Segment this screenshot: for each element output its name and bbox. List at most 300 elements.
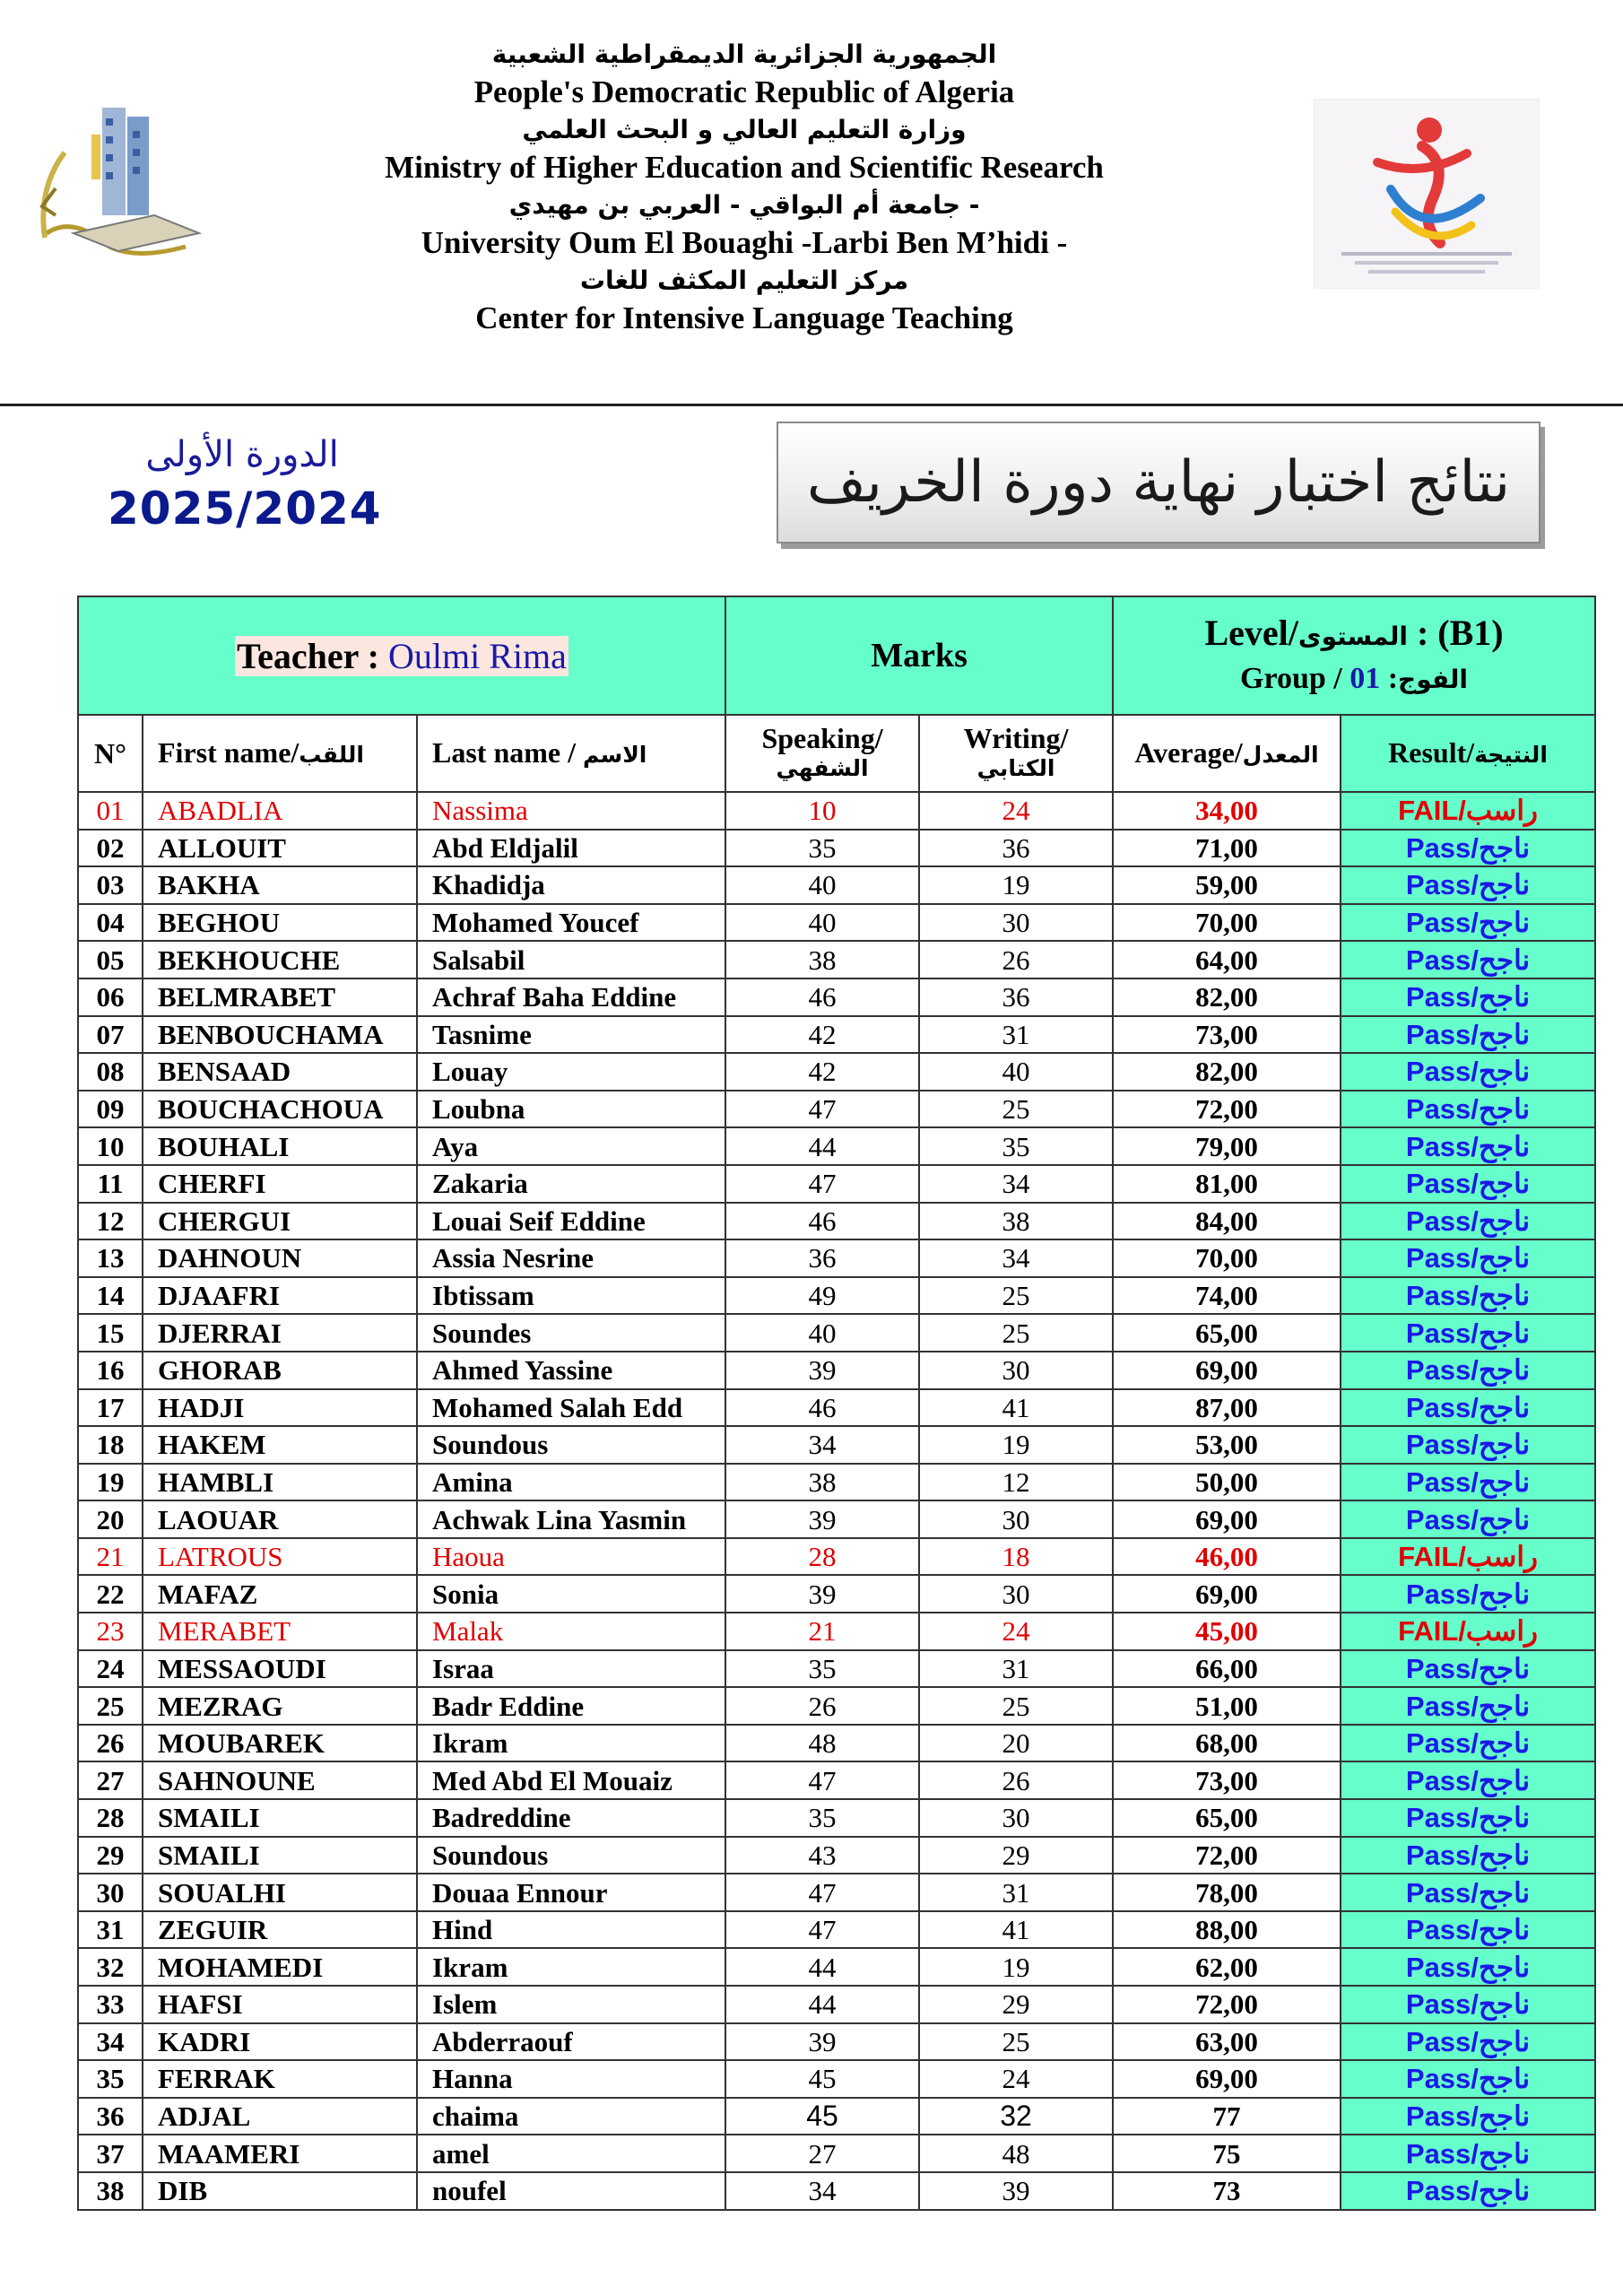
table-row bbox=[78, 941, 1595, 978]
row-number: 13 bbox=[78, 1239, 143, 1277]
level-value: : (B1) bbox=[1407, 612, 1504, 653]
speaking-mark: 39 bbox=[725, 1575, 919, 1613]
last-name: Hanna bbox=[417, 2060, 725, 2098]
first-name: MOHAMEDI bbox=[143, 1948, 417, 1986]
writing-mark: 38 bbox=[919, 1203, 1113, 1240]
row-number: 37 bbox=[78, 2135, 143, 2172]
table-row bbox=[78, 978, 1595, 1016]
last-name: Israa bbox=[417, 1650, 725, 1688]
col-average: Average/المعدل bbox=[1113, 715, 1341, 792]
speaking-mark: 44 bbox=[725, 1986, 919, 2023]
speaking-mark: 40 bbox=[725, 904, 919, 942]
last-name: Douaa Ennour bbox=[417, 1874, 725, 1911]
speaking-mark: 42 bbox=[725, 1016, 919, 1054]
university-logo bbox=[20, 81, 208, 278]
first-name: MAFAZ bbox=[143, 1575, 417, 1613]
last-name: Med Abd El Mouaiz bbox=[417, 1761, 725, 1799]
last-name: Loubna bbox=[417, 1091, 725, 1128]
result-status: Pass/ناجح bbox=[1341, 978, 1595, 1016]
last-name: Abderraouf bbox=[417, 2023, 725, 2061]
speaking-mark: 34 bbox=[725, 2172, 919, 2210]
speaking-mark: 46 bbox=[725, 1389, 919, 1427]
writing-mark: 39 bbox=[919, 2172, 1113, 2210]
writing-mark: 41 bbox=[919, 1911, 1113, 1949]
writing-mark: 30 bbox=[919, 1500, 1113, 1538]
first-name: DIB bbox=[143, 2172, 417, 2210]
average-mark: 59,00 bbox=[1113, 866, 1341, 904]
writing-mark: 31 bbox=[919, 1016, 1113, 1054]
last-name: Amina bbox=[417, 1464, 725, 1501]
first-name: BENBOUCHAMA bbox=[143, 1016, 417, 1054]
republic-ar: الجمهورية الجزائرية الديمقراطية الشعبية bbox=[491, 39, 997, 69]
average-mark: 45,00 bbox=[1113, 1613, 1341, 1650]
average-mark: 50,00 bbox=[1113, 1464, 1341, 1501]
first-name: DJAAFRI bbox=[143, 1277, 417, 1315]
row-number: 08 bbox=[78, 1053, 143, 1091]
average-mark: 70,00 bbox=[1113, 904, 1341, 942]
last-name: Malak bbox=[417, 1613, 725, 1650]
writing-mark: 19 bbox=[919, 1426, 1113, 1464]
row-number: 14 bbox=[78, 1277, 143, 1315]
speaking-mark: 40 bbox=[725, 866, 919, 904]
speaking-mark: 46 bbox=[725, 1203, 919, 1240]
writing-mark: 34 bbox=[919, 1239, 1113, 1277]
row-number: 33 bbox=[78, 1986, 143, 2023]
row-number: 23 bbox=[78, 1613, 143, 1650]
last-name: Nassima bbox=[417, 792, 725, 830]
ministry-ar: وزارة التعليم العالي و البحث العلمي bbox=[522, 115, 967, 144]
result-status: Pass/ناجح bbox=[1341, 1016, 1595, 1054]
average-mark: 34,00 bbox=[1113, 792, 1341, 830]
level-label-ar: المستوى bbox=[1298, 621, 1408, 651]
first-name: BOUCHACHOUA bbox=[143, 1091, 417, 1128]
last-name: Achwak Lina Yasmin bbox=[417, 1500, 725, 1538]
first-name: MAAMERI bbox=[143, 2135, 417, 2172]
first-name: ALLOUIT bbox=[143, 830, 417, 867]
result-status: Pass/ناجح bbox=[1341, 1053, 1595, 1091]
average-mark: 72,00 bbox=[1113, 1986, 1341, 2023]
table-row bbox=[78, 1389, 1595, 1427]
last-name: Mohamed Youcef bbox=[417, 904, 725, 942]
result-status: Pass/ناجح bbox=[1341, 830, 1595, 867]
col-number: N° bbox=[78, 715, 143, 792]
table-row bbox=[78, 1426, 1595, 1464]
first-name: GHORAB bbox=[143, 1352, 417, 1389]
group-label-en: Group / bbox=[1240, 661, 1350, 695]
writing-mark: 24 bbox=[919, 1613, 1113, 1650]
writing-mark: 31 bbox=[919, 1650, 1113, 1688]
speaking-mark: 28 bbox=[725, 1538, 919, 1576]
row-number: 34 bbox=[78, 2023, 143, 2061]
first-name: SMAILI bbox=[143, 1837, 417, 1874]
first-name: DAHNOUN bbox=[143, 1239, 417, 1277]
writing-mark: 36 bbox=[919, 830, 1113, 867]
writing-mark: 35 bbox=[919, 1127, 1113, 1165]
university-ar: جامعة أم البواقي - العربي بن مهيدي - bbox=[508, 190, 980, 220]
row-number: 17 bbox=[78, 1389, 143, 1427]
first-name: LAOUAR bbox=[143, 1500, 417, 1538]
speaking-mark: 10 bbox=[725, 792, 919, 830]
speaking-mark: 45 bbox=[725, 2098, 919, 2135]
result-status: Pass/ناجح bbox=[1341, 1239, 1595, 1277]
writing-mark: 12 bbox=[919, 1464, 1113, 1501]
average-mark: 82,00 bbox=[1113, 978, 1341, 1016]
first-name: BELMRABET bbox=[143, 978, 417, 1016]
speaking-mark: 38 bbox=[725, 941, 919, 978]
speaking-mark: 39 bbox=[725, 1500, 919, 1538]
speaking-mark: 21 bbox=[725, 1613, 919, 1650]
speaking-mark: 38 bbox=[725, 1464, 919, 1501]
writing-mark: 24 bbox=[919, 2060, 1113, 2098]
row-number: 01 bbox=[78, 792, 143, 830]
first-name: BEKHOUCHE bbox=[143, 941, 417, 978]
group-value: 01 bbox=[1350, 661, 1381, 695]
table-row bbox=[78, 1837, 1595, 1874]
result-status: Pass/ناجح bbox=[1341, 1277, 1595, 1315]
row-number: 09 bbox=[78, 1091, 143, 1128]
result-status: Pass/ناجح bbox=[1341, 1091, 1595, 1128]
last-name: Assia Nesrine bbox=[417, 1239, 725, 1277]
table-row bbox=[78, 1725, 1595, 1762]
row-number: 16 bbox=[78, 1352, 143, 1389]
col-first-name: First name/اللقب bbox=[143, 715, 417, 792]
ministry-en: Ministry of Higher Education and Scientific Research bbox=[385, 150, 1104, 185]
average-mark: 73 bbox=[1113, 2172, 1341, 2210]
result-status: Pass/ناجح bbox=[1341, 1948, 1595, 1986]
writing-mark: 29 bbox=[919, 1837, 1113, 1874]
table-row bbox=[78, 2060, 1595, 2098]
row-number: 27 bbox=[78, 1761, 143, 1799]
average-mark: 51,00 bbox=[1113, 1687, 1341, 1725]
table-row bbox=[78, 2172, 1595, 2210]
table-row bbox=[78, 1650, 1595, 1688]
last-name: noufel bbox=[417, 2172, 725, 2210]
table-row bbox=[78, 1948, 1595, 1986]
page-header bbox=[0, 0, 1623, 535]
speaking-mark: 49 bbox=[725, 1277, 919, 1315]
last-name: Soundes bbox=[417, 1314, 725, 1352]
row-number: 11 bbox=[78, 1165, 143, 1203]
row-number: 30 bbox=[78, 1874, 143, 1911]
center-logo bbox=[1314, 99, 1540, 289]
table-row bbox=[78, 2023, 1595, 2061]
result-status: Pass/ناجح bbox=[1341, 1687, 1595, 1725]
average-mark: 81,00 bbox=[1113, 1165, 1341, 1203]
result-status: Pass/ناجح bbox=[1341, 904, 1595, 942]
first-name: CHERFI bbox=[143, 1165, 417, 1203]
average-mark: 72,00 bbox=[1113, 1091, 1341, 1128]
col-result: Result/النتيجة bbox=[1341, 715, 1595, 792]
row-number: 06 bbox=[78, 978, 143, 1016]
first-name: HAFSI bbox=[143, 1986, 417, 2023]
table-row bbox=[78, 1799, 1595, 1837]
result-status: Pass/ناجح bbox=[1341, 1314, 1595, 1352]
writing-mark: 25 bbox=[919, 1314, 1113, 1352]
average-mark: 71,00 bbox=[1113, 830, 1341, 867]
table-row bbox=[78, 1127, 1595, 1165]
writing-mark: 25 bbox=[919, 1687, 1113, 1725]
row-number: 38 bbox=[78, 2172, 143, 2210]
table-row bbox=[78, 1239, 1595, 1277]
average-mark: 69,00 bbox=[1113, 1352, 1341, 1389]
writing-mark: 20 bbox=[919, 1725, 1113, 1762]
results-body bbox=[78, 792, 1595, 2210]
table-row bbox=[78, 1500, 1595, 1538]
result-status: Pass/ناجح bbox=[1341, 1575, 1595, 1613]
speaking-mark: 39 bbox=[725, 2023, 919, 2061]
table-top-header bbox=[78, 596, 1595, 715]
result-status: Pass/ناجح bbox=[1341, 1165, 1595, 1203]
teacher-info bbox=[235, 636, 568, 676]
academic-year: 2025/2024 bbox=[108, 483, 382, 535]
last-name: Ikram bbox=[417, 1948, 725, 1986]
average-mark: 53,00 bbox=[1113, 1426, 1341, 1464]
average-mark: 69,00 bbox=[1113, 2060, 1341, 2098]
row-number: 29 bbox=[78, 1837, 143, 1874]
table-row bbox=[78, 1538, 1595, 1576]
row-number: 05 bbox=[78, 941, 143, 978]
table-row bbox=[78, 1687, 1595, 1725]
last-name: Ikram bbox=[417, 1725, 725, 1762]
speaking-mark: 35 bbox=[725, 830, 919, 867]
last-name: Badr Eddine bbox=[417, 1687, 725, 1725]
republic-en: People's Democratic Republic of Algeria bbox=[473, 74, 1015, 109]
last-name: Islem bbox=[417, 1986, 725, 2023]
last-name: amel bbox=[417, 2135, 725, 2172]
result-status: Pass/ناجح bbox=[1341, 1725, 1595, 1762]
table-row bbox=[78, 1053, 1595, 1091]
row-number: 24 bbox=[78, 1650, 143, 1688]
row-number: 12 bbox=[78, 1203, 143, 1240]
result-status: Pass/ناجح bbox=[1341, 2172, 1595, 2210]
table-row bbox=[78, 904, 1595, 942]
average-mark: 62,00 bbox=[1113, 1948, 1341, 1986]
speaking-mark: 47 bbox=[725, 1761, 919, 1799]
writing-mark: 19 bbox=[919, 866, 1113, 904]
result-status: Pass/ناجح bbox=[1341, 866, 1595, 904]
average-mark: 73,00 bbox=[1113, 1016, 1341, 1054]
speaking-mark: 36 bbox=[725, 1239, 919, 1277]
first-name: LATROUS bbox=[143, 1538, 417, 1576]
speaking-mark: 44 bbox=[725, 1948, 919, 1986]
average-mark: 82,00 bbox=[1113, 1053, 1341, 1091]
speaking-mark: 40 bbox=[725, 1314, 919, 1352]
result-status: Pass/ناجح bbox=[1341, 1911, 1595, 1949]
result-status: Pass/ناجح bbox=[1341, 2135, 1595, 2172]
table-row bbox=[78, 1761, 1595, 1799]
speaking-mark: 47 bbox=[725, 1091, 919, 1128]
writing-mark: 25 bbox=[919, 1277, 1113, 1315]
writing-mark: 26 bbox=[919, 1761, 1113, 1799]
first-name: ADJAL bbox=[143, 2098, 417, 2135]
row-number: 25 bbox=[78, 1687, 143, 1725]
writing-mark: 19 bbox=[919, 1948, 1113, 1986]
first-name: KADRI bbox=[143, 2023, 417, 2061]
average-mark: 65,00 bbox=[1113, 1314, 1341, 1352]
first-name: SMAILI bbox=[143, 1799, 417, 1837]
result-status: Pass/ناجح bbox=[1341, 2060, 1595, 2098]
column-header-row bbox=[78, 715, 1595, 792]
result-status: Pass/ناجح bbox=[1341, 1352, 1595, 1389]
first-name: HAKEM bbox=[143, 1426, 417, 1464]
writing-mark: 34 bbox=[919, 1165, 1113, 1203]
table-row bbox=[78, 1911, 1595, 1949]
table-row bbox=[78, 1277, 1595, 1315]
last-name: Louai Seif Eddine bbox=[417, 1203, 725, 1240]
speaking-mark: 45 bbox=[725, 2060, 919, 2098]
first-name: BAKHA bbox=[143, 866, 417, 904]
first-name: FERRAK bbox=[143, 2060, 417, 2098]
last-name: Haoua bbox=[417, 1538, 725, 1576]
last-name: Ahmed Yassine bbox=[417, 1352, 725, 1389]
header-divider bbox=[0, 404, 1623, 406]
result-status: Pass/ناجح bbox=[1341, 941, 1595, 978]
center-en: Center for Intensive Language Teaching bbox=[475, 300, 1013, 335]
average-mark: 88,00 bbox=[1113, 1911, 1341, 1949]
result-status: FAIL/راسب bbox=[1341, 1538, 1595, 1576]
first-name: ZEGUIR bbox=[143, 1911, 417, 1949]
university-en: University Oum El Bouaghi -Larbi Ben M’hidi - bbox=[421, 225, 1068, 260]
row-number: 02 bbox=[78, 830, 143, 867]
table-row bbox=[78, 2135, 1595, 2172]
row-number: 20 bbox=[78, 1500, 143, 1538]
average-mark: 68,00 bbox=[1113, 1725, 1341, 1762]
writing-mark: 40 bbox=[919, 1053, 1113, 1091]
average-mark: 65,00 bbox=[1113, 1799, 1341, 1837]
average-mark: 70,00 bbox=[1113, 1239, 1341, 1277]
row-number: 19 bbox=[78, 1464, 143, 1501]
writing-mark: 18 bbox=[919, 1538, 1113, 1576]
average-mark: 79,00 bbox=[1113, 1127, 1341, 1165]
result-status: Pass/ناجح bbox=[1341, 1874, 1595, 1911]
result-status: Pass/ناجح bbox=[1341, 1203, 1595, 1240]
table-row bbox=[78, 1613, 1595, 1650]
last-name: Tasnime bbox=[417, 1016, 725, 1054]
session-label: الدورة الأولى bbox=[145, 434, 339, 475]
result-status: Pass/ناجح bbox=[1341, 1986, 1595, 2023]
row-number: 32 bbox=[78, 1948, 143, 1986]
first-name: SAHNOUNE bbox=[143, 1761, 417, 1799]
table-row bbox=[78, 1165, 1595, 1203]
table-row bbox=[78, 1464, 1595, 1501]
last-name: Louay bbox=[417, 1053, 725, 1091]
teacher-name: Oulmi Rima bbox=[388, 635, 567, 676]
first-name: MERABET bbox=[143, 1613, 417, 1650]
last-name: chaima bbox=[417, 2098, 725, 2135]
speaking-mark: 39 bbox=[725, 1352, 919, 1389]
first-name: HADJI bbox=[143, 1389, 417, 1427]
level-group-cell bbox=[1113, 596, 1595, 715]
average-mark: 78,00 bbox=[1113, 1874, 1341, 1911]
result-status: Pass/ناجح bbox=[1341, 1761, 1595, 1799]
speaking-mark: 47 bbox=[725, 1874, 919, 1911]
table-row bbox=[78, 1091, 1595, 1128]
last-name: Soundous bbox=[417, 1426, 725, 1464]
writing-mark: 25 bbox=[919, 2023, 1113, 2061]
result-status: Pass/ناجح bbox=[1341, 1389, 1595, 1427]
first-name: SOUALHI bbox=[143, 1874, 417, 1911]
last-name: Salsabil bbox=[417, 941, 725, 978]
speaking-mark: 27 bbox=[725, 2135, 919, 2172]
table-row bbox=[78, 2098, 1595, 2135]
table-row bbox=[78, 1874, 1595, 1911]
average-mark: 63,00 bbox=[1113, 2023, 1341, 2061]
row-number: 21 bbox=[78, 1538, 143, 1576]
row-number: 28 bbox=[78, 1799, 143, 1837]
writing-mark: 48 bbox=[919, 2135, 1113, 2172]
average-mark: 69,00 bbox=[1113, 1500, 1341, 1538]
first-name: HAMBLI bbox=[143, 1464, 417, 1501]
results-table bbox=[77, 596, 1596, 2211]
speaking-mark: 42 bbox=[725, 1053, 919, 1091]
teacher-cell bbox=[78, 596, 725, 715]
last-name: Achraf Baha Eddine bbox=[417, 978, 725, 1016]
result-status: Pass/ناجح bbox=[1341, 1500, 1595, 1538]
writing-mark: 30 bbox=[919, 904, 1113, 942]
first-name: BOUHALI bbox=[143, 1127, 417, 1165]
result-status: Pass/ناجح bbox=[1341, 1426, 1595, 1464]
first-name: DJERRAI bbox=[143, 1314, 417, 1352]
first-name: MESSAOUDI bbox=[143, 1650, 417, 1688]
speaking-mark: 35 bbox=[725, 1799, 919, 1837]
first-name: BENSAAD bbox=[143, 1053, 417, 1091]
last-name: Zakaria bbox=[417, 1165, 725, 1203]
last-name: Soundous bbox=[417, 1837, 725, 1874]
row-number: 03 bbox=[78, 866, 143, 904]
col-last-name: Last name / الاسم bbox=[417, 715, 725, 792]
row-number: 15 bbox=[78, 1314, 143, 1352]
row-number: 07 bbox=[78, 1016, 143, 1054]
first-name: CHERGUI bbox=[143, 1203, 417, 1240]
writing-mark: 31 bbox=[919, 1874, 1113, 1911]
average-mark: 73,00 bbox=[1113, 1761, 1341, 1799]
result-status: Pass/ناجح bbox=[1341, 1837, 1595, 1874]
center-ar: مركز التعليم المكثف للغات bbox=[579, 265, 909, 295]
speaking-mark: 44 bbox=[725, 1127, 919, 1165]
result-status: Pass/ناجح bbox=[1341, 1127, 1595, 1165]
table-row bbox=[78, 1203, 1595, 1240]
last-name: Badreddine bbox=[417, 1799, 725, 1837]
row-number: 35 bbox=[78, 2060, 143, 2098]
average-mark: 87,00 bbox=[1113, 1389, 1341, 1427]
average-mark: 74,00 bbox=[1113, 1277, 1341, 1315]
last-name: Hind bbox=[417, 1911, 725, 1949]
result-status: FAIL/راسب bbox=[1341, 1613, 1595, 1650]
writing-mark: 24 bbox=[919, 792, 1113, 830]
last-name: Khadidja bbox=[417, 866, 725, 904]
speaking-mark: 47 bbox=[725, 1911, 919, 1949]
speaking-mark: 47 bbox=[725, 1165, 919, 1203]
writing-mark: 41 bbox=[919, 1389, 1113, 1427]
average-mark: 66,00 bbox=[1113, 1650, 1341, 1688]
result-status: FAIL/راسب bbox=[1341, 792, 1595, 830]
level-label-en: Level/ bbox=[1204, 612, 1298, 653]
row-number: 22 bbox=[78, 1575, 143, 1613]
result-status: Pass/ناجح bbox=[1341, 1799, 1595, 1837]
last-name: Aya bbox=[417, 1127, 725, 1165]
writing-mark: 26 bbox=[919, 941, 1113, 978]
group-label-ar: الفوج bbox=[1398, 664, 1469, 694]
table-row bbox=[78, 1575, 1595, 1613]
writing-mark: 29 bbox=[919, 1986, 1113, 2023]
speaking-mark: 34 bbox=[725, 1426, 919, 1464]
row-number: 31 bbox=[78, 1911, 143, 1949]
result-status: Pass/ناجح bbox=[1341, 1650, 1595, 1688]
document-title: نتائج اختبار نهاية دورة الخريف bbox=[806, 449, 1511, 516]
last-name: Mohamed Salah Edd bbox=[417, 1389, 725, 1427]
level-line bbox=[1114, 612, 1594, 658]
average-mark: 69,00 bbox=[1113, 1575, 1341, 1613]
